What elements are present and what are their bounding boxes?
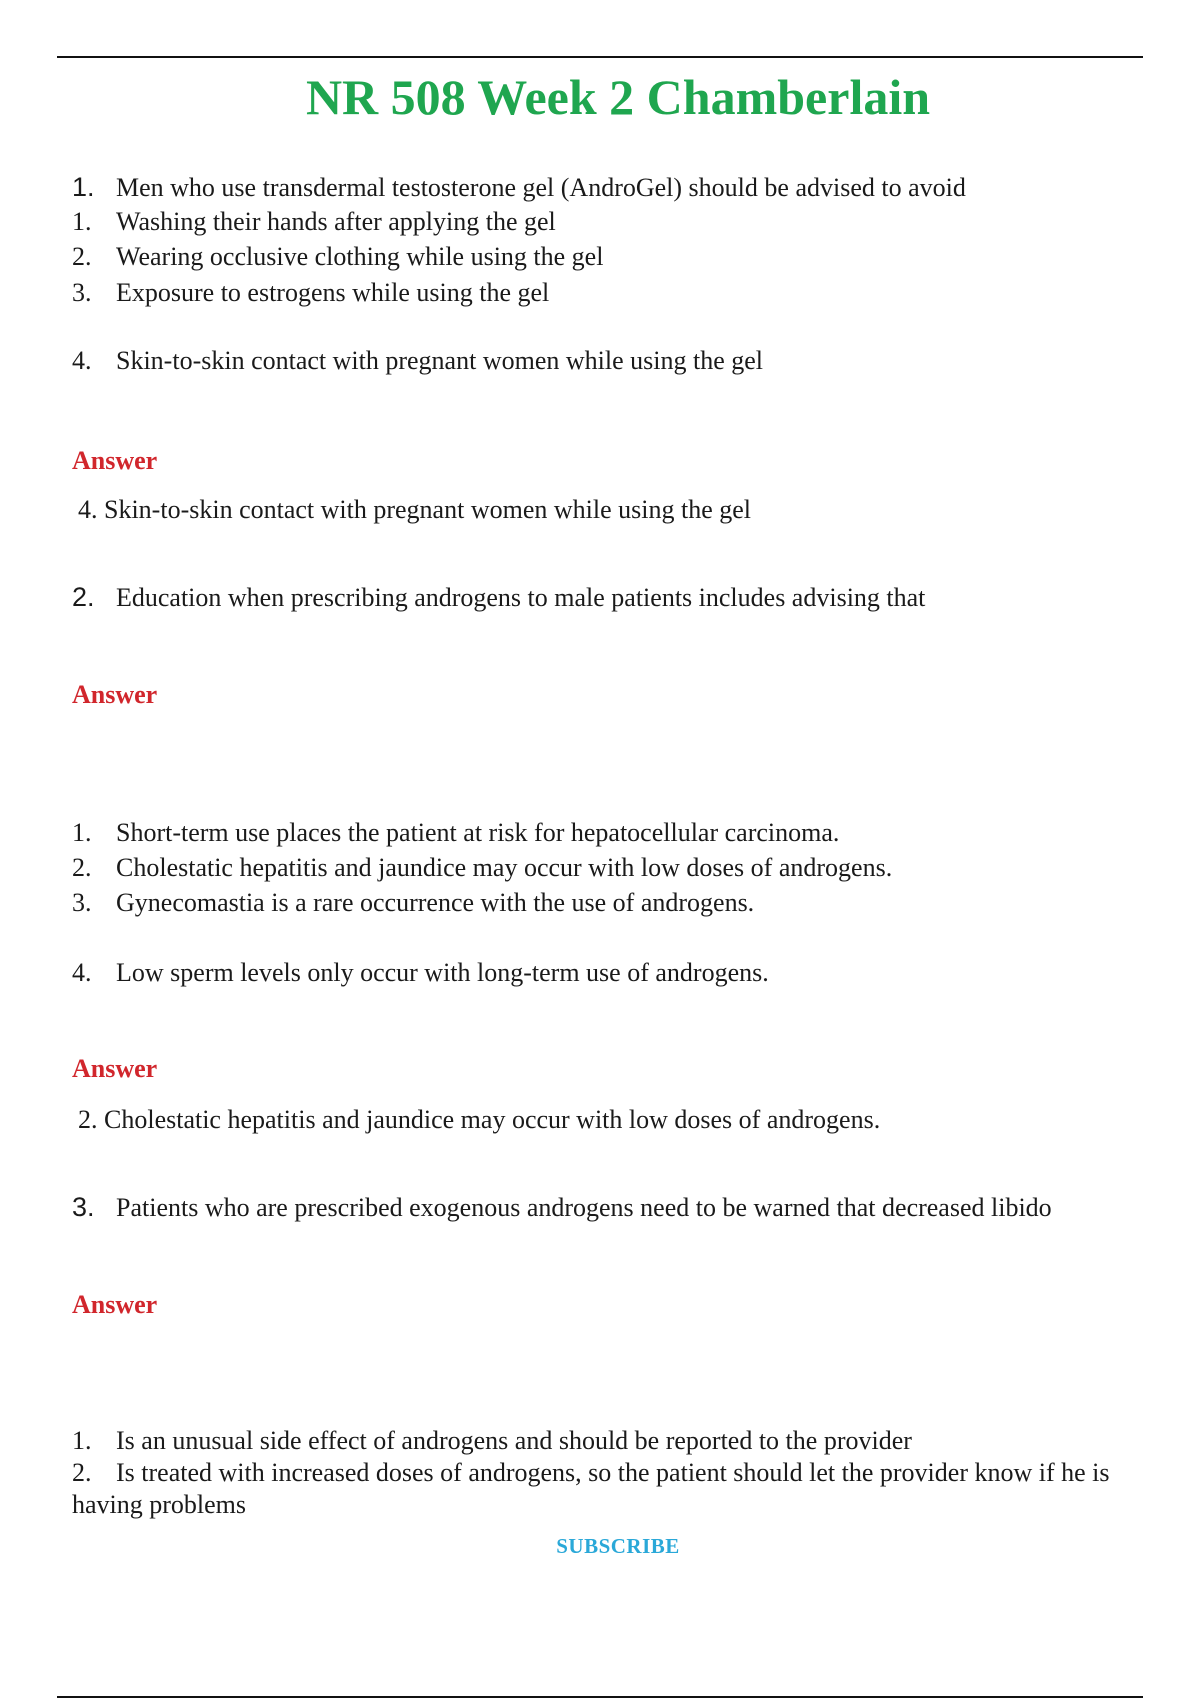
q2-option-2: 2. Cholestatic hepatitis and jaundice may occur with low doses of androgens. bbox=[72, 853, 893, 882]
question-text: Men who use transdermal testosterone gel (AndroGel) should be advised to avoid bbox=[116, 173, 966, 202]
q2-answer-label: Answer bbox=[72, 1054, 158, 1083]
q3-option-2: 2. Is treated with increased doses of androgens, so the patient should let the provider know if he is having problems bbox=[72, 1458, 1110, 1519]
question-text: Patients who are prescribed exogenous androgens need to be warned that decreased libido bbox=[116, 1193, 1052, 1222]
q2-answer-label: Answer bbox=[72, 680, 158, 709]
q1-option-2: 2. Wearing occlusive clothing while using the gel bbox=[72, 242, 604, 271]
q2-option-4: 4. Low sperm levels only occur with long-term use of androgens. bbox=[72, 958, 769, 987]
top-rule bbox=[57, 56, 1143, 58]
question-text: Education when prescribing androgens to male patients includes advising that bbox=[116, 583, 926, 612]
question-3 bbox=[72, 1192, 1052, 1223]
q2-option-1: 1. Short-term use places the patient at risk for hepatocellular carcinoma. bbox=[72, 818, 840, 847]
q1-option-3: 3. Exposure to estrogens while using the gel bbox=[72, 278, 550, 307]
q3-answer-label: Answer bbox=[72, 1290, 158, 1319]
q1-answer-text: 4. Skin-to-skin contact with pregnant women while using the gel bbox=[78, 495, 751, 524]
q2-option-3: 3. Gynecomastia is a rare occurrence with the use of androgens. bbox=[72, 888, 755, 917]
q2-answer-text: 2. Cholestatic hepatitis and jaundice may occur with low doses of androgens. bbox=[78, 1105, 881, 1134]
q3-option-1: 1. Is an unusual side effect of androgens and should be reported to the provider bbox=[72, 1426, 912, 1455]
question-number: 3. bbox=[72, 1192, 95, 1222]
question-1 bbox=[72, 172, 966, 203]
page-title: NR 508 Week 2 Chamberlain bbox=[305, 69, 931, 125]
subscribe-link[interactable]: SUBSCRIBE bbox=[556, 1534, 680, 1558]
question-number: 2. bbox=[72, 582, 95, 612]
q1-answer-label: Answer bbox=[72, 446, 158, 475]
question-2 bbox=[72, 582, 925, 613]
q1-option-1: 1. Washing their hands after applying the gel bbox=[72, 207, 556, 236]
question-number: 1. bbox=[72, 172, 95, 202]
bottom-rule bbox=[57, 1696, 1143, 1698]
q1-option-4: 4. Skin-to-skin contact with pregnant women while using the gel bbox=[72, 346, 763, 375]
